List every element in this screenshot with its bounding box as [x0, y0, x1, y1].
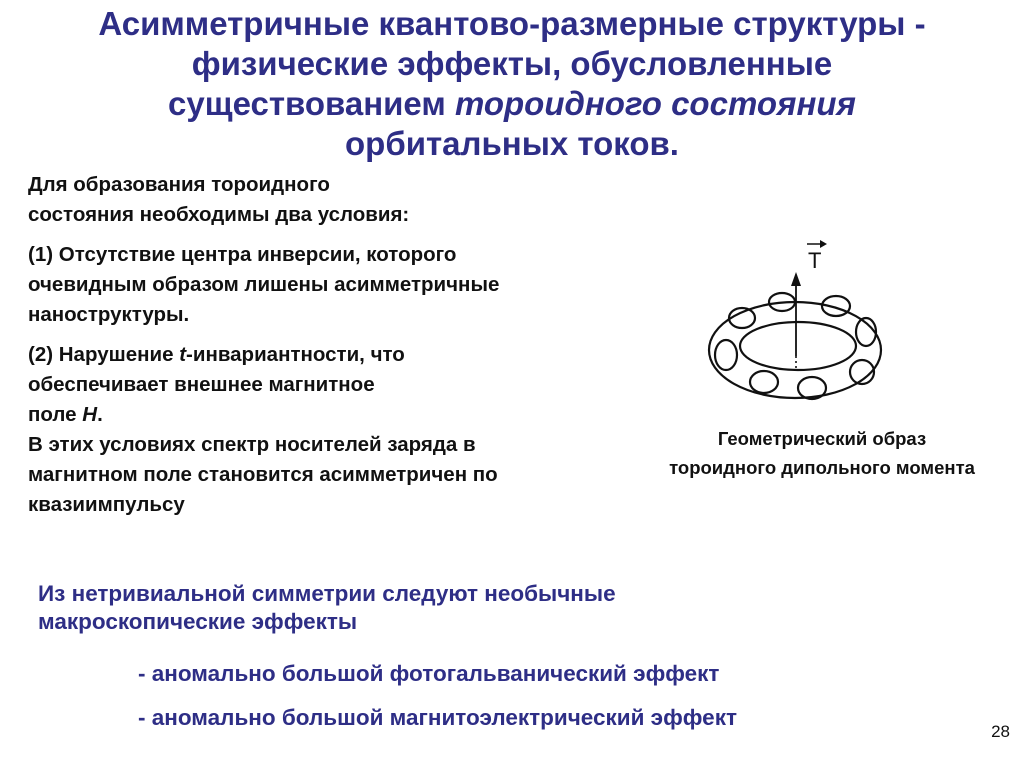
- caption-line-1: Геометрический образ: [717, 428, 927, 449]
- conditions-intro: [28, 170, 628, 230]
- toroid-diagram: [700, 232, 890, 402]
- title-line-4: орбитальных токов.: [345, 125, 679, 162]
- cond2-line-2: обеспечивает внешнее магнитное: [28, 373, 375, 396]
- conclusion-line-1: Из нетривиальной симметрии следуют необычные: [38, 581, 616, 606]
- vector-t-label: T: [808, 248, 822, 273]
- torus-inner-edge: [740, 322, 856, 370]
- page-number: 28: [991, 722, 1010, 741]
- vector-overline-arrowhead: [820, 240, 827, 248]
- cond2-line-3-suffix: .: [97, 403, 103, 426]
- effect-magnetoelectric: - аномально большой магнитоэлектрический эффект: [138, 705, 737, 730]
- condition-1: [28, 240, 628, 330]
- result-line-1: В этих условиях спектр носителей заряда в: [28, 433, 476, 456]
- result-line-2: магнитном поле становится асимметричен по: [28, 463, 498, 486]
- intro-line-2: состояния необходимы два условия:: [28, 203, 410, 226]
- title-line-3-prefix: существованием: [168, 85, 455, 122]
- slide-title: [0, 4, 1024, 164]
- caption-line-2: тороидного дипольного момента: [669, 457, 975, 478]
- current-loop: [715, 340, 737, 370]
- cond1-line-1: (1) Отсутствие центра инверсии, которого: [28, 243, 457, 266]
- h-variable: H: [82, 403, 98, 426]
- cond2-line-3-prefix: поле: [28, 403, 83, 426]
- title-line-1: Асимметричные квантово-размерные структуры -: [98, 5, 926, 42]
- intro-line-1: Для образования тороидного: [28, 173, 330, 196]
- current-loop: [798, 377, 826, 399]
- title-line-2: физические эффекты, обусловленные: [191, 45, 833, 82]
- cond2-line-1-prefix: (2) Нарушение: [28, 343, 180, 366]
- cond1-line-2: очевидным образом лишены асимметричные: [28, 273, 500, 296]
- toroid-figure: [700, 232, 890, 402]
- result-line-3: квазиимпульсу: [28, 493, 185, 516]
- vector-arrowhead: [791, 272, 801, 286]
- effect-photogalvanic: - аномально большой фотогальванический эффект: [138, 661, 720, 686]
- effects-list: [138, 652, 978, 740]
- title-line-3-emphasis: тороидного состояния: [454, 85, 856, 122]
- current-loop: [750, 371, 778, 393]
- conclusion-text: [38, 580, 998, 636]
- condition-2: [28, 340, 628, 520]
- figure-caption: [620, 424, 1024, 482]
- cond2-line-1-suffix: -инвариантности, что: [186, 343, 405, 366]
- conditions-text: [28, 170, 628, 520]
- t-variable: t: [179, 343, 187, 366]
- conclusion-line-2: макроскопические эффекты: [38, 609, 358, 634]
- cond1-line-3: наноструктуры.: [28, 303, 190, 326]
